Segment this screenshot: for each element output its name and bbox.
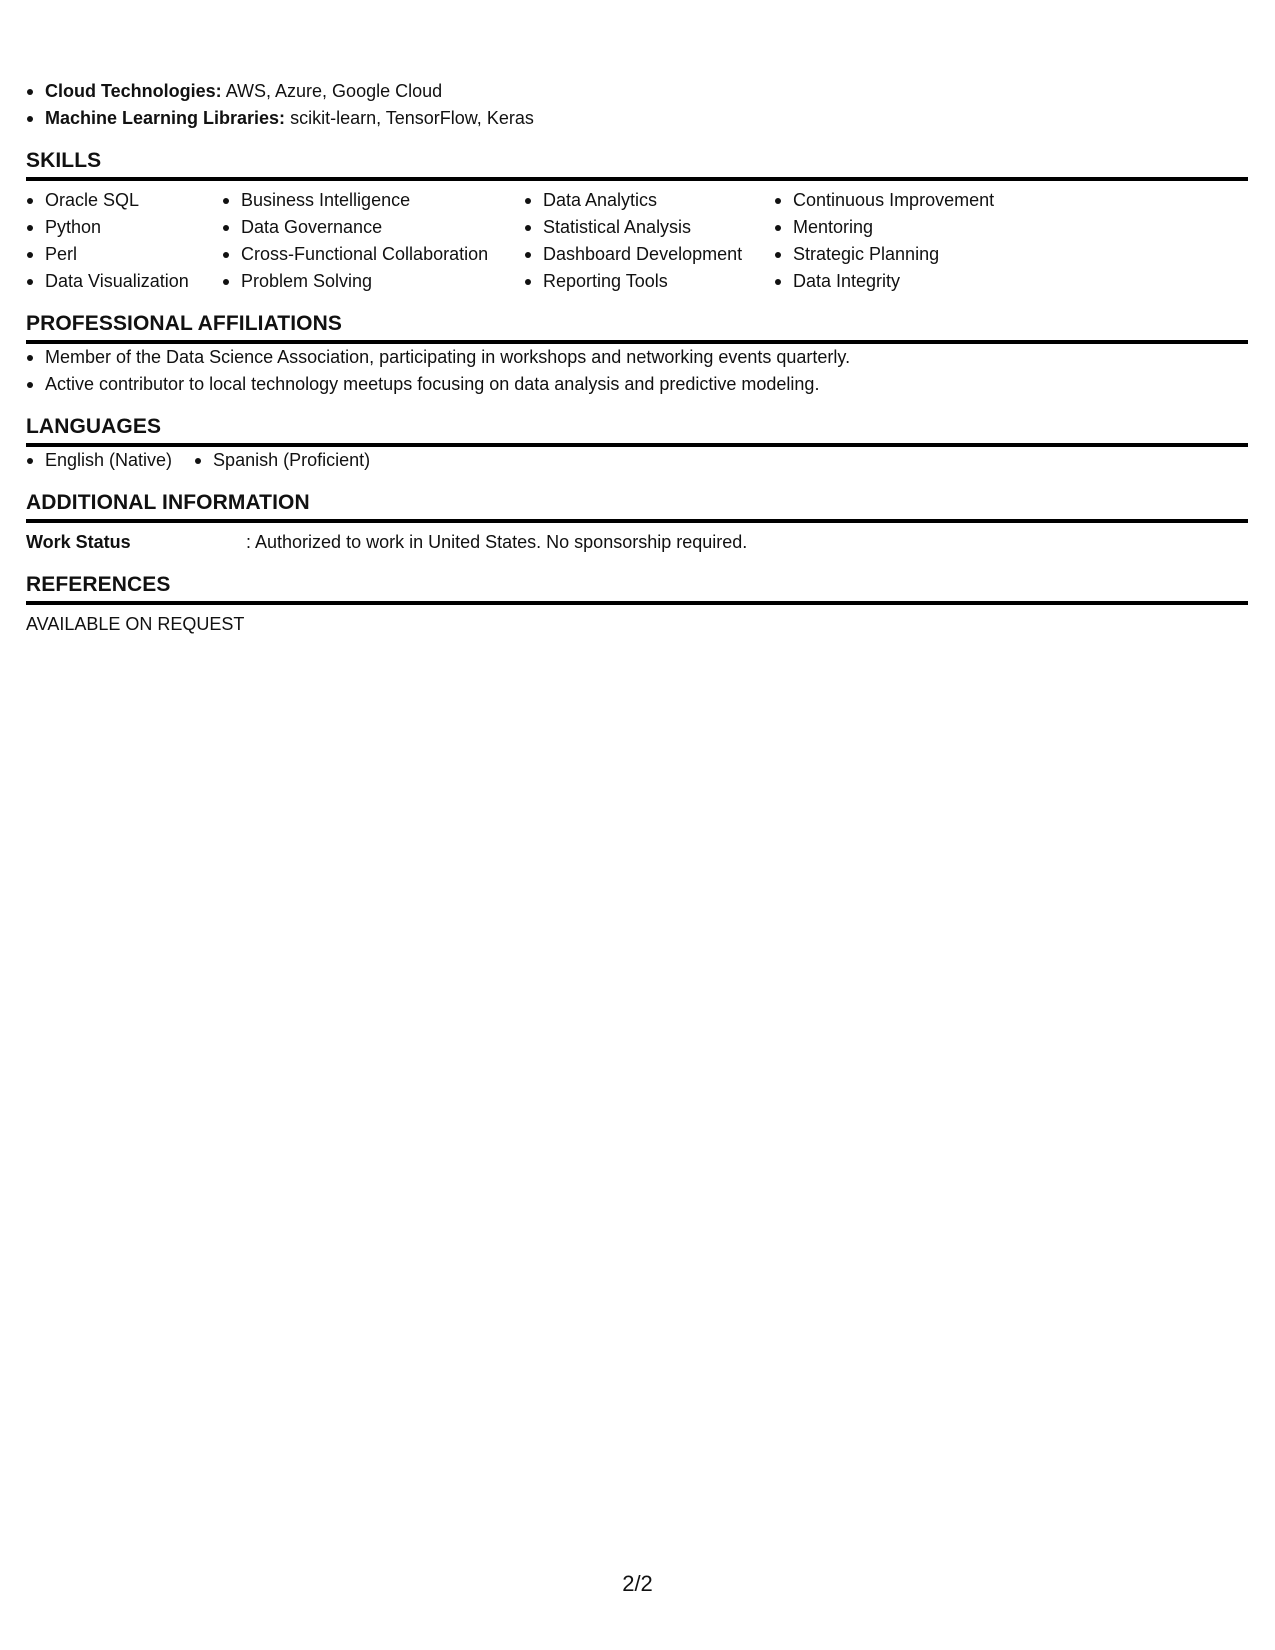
section-title: SKILLS <box>26 147 1248 181</box>
section-title: ADDITIONAL INFORMATION <box>26 489 1248 523</box>
tech-category-label: Cloud Technologies: <box>45 81 222 101</box>
work-status-label: Work Status <box>26 532 131 552</box>
tech-category-label: Machine Learning Libraries: <box>45 108 286 128</box>
skill-item: Strategic Planning <box>774 241 1034 268</box>
references-text: AVAILABLE ON REQUEST <box>26 614 245 634</box>
tech-category-value: AWS, Azure, Google Cloud <box>225 81 443 101</box>
resume-page <box>26 78 1248 638</box>
skill-item: Data Integrity <box>774 268 1034 295</box>
affiliation-item: Member of the Data Science Association, participating in workshops and networking events quarterly. <box>26 344 1248 371</box>
skills-column <box>26 187 222 295</box>
skill-item: Data Analytics <box>524 187 774 214</box>
technical-skills-list <box>26 78 1248 132</box>
skill-item: Mentoring <box>774 214 1034 241</box>
skill-item: Business Intelligence <box>222 187 524 214</box>
skill-item: Cross-Functional Collaboration <box>222 241 524 268</box>
language-item: English (Native) <box>26 447 172 474</box>
skill-item: Perl <box>26 241 222 268</box>
skills-column <box>222 187 524 295</box>
language-item: Spanish (Proficient) <box>194 447 370 474</box>
skill-item: Oracle SQL <box>26 187 222 214</box>
affiliation-item: Active contributor to local technology meetups focusing on data analysis and predictive modeling. <box>26 371 1248 398</box>
additional-info-section <box>26 489 1248 556</box>
languages-section <box>26 413 1248 474</box>
list-item <box>26 105 1248 132</box>
section-title: PROFESSIONAL AFFILIATIONS <box>26 310 1248 344</box>
skill-item: Reporting Tools <box>524 268 774 295</box>
references-section <box>26 571 1248 638</box>
skill-item: Data Visualization <box>26 268 222 295</box>
affiliations-list <box>26 344 1248 398</box>
skill-item: Problem Solving <box>222 268 524 295</box>
skills-column <box>524 187 774 295</box>
page-number: 2/2 <box>622 1571 653 1596</box>
tech-category-value: scikit-learn, TensorFlow, Keras <box>290 108 534 128</box>
work-status-row <box>26 523 1248 556</box>
skills-section <box>26 147 1248 295</box>
work-status-value: : Authorized to work in United States. No sponsorship required. <box>246 532 748 552</box>
skill-item: Continuous Improvement <box>774 187 1034 214</box>
skill-item: Data Governance <box>222 214 524 241</box>
affiliations-section <box>26 310 1248 398</box>
section-title: LANGUAGES <box>26 413 1248 447</box>
skill-item: Statistical Analysis <box>524 214 774 241</box>
skills-grid <box>26 181 1248 295</box>
skills-column <box>774 187 1034 295</box>
skill-item: Dashboard Development <box>524 241 774 268</box>
languages-list <box>26 447 1248 474</box>
section-title: REFERENCES <box>26 571 1248 605</box>
skill-item: Python <box>26 214 222 241</box>
list-item <box>26 78 1248 105</box>
